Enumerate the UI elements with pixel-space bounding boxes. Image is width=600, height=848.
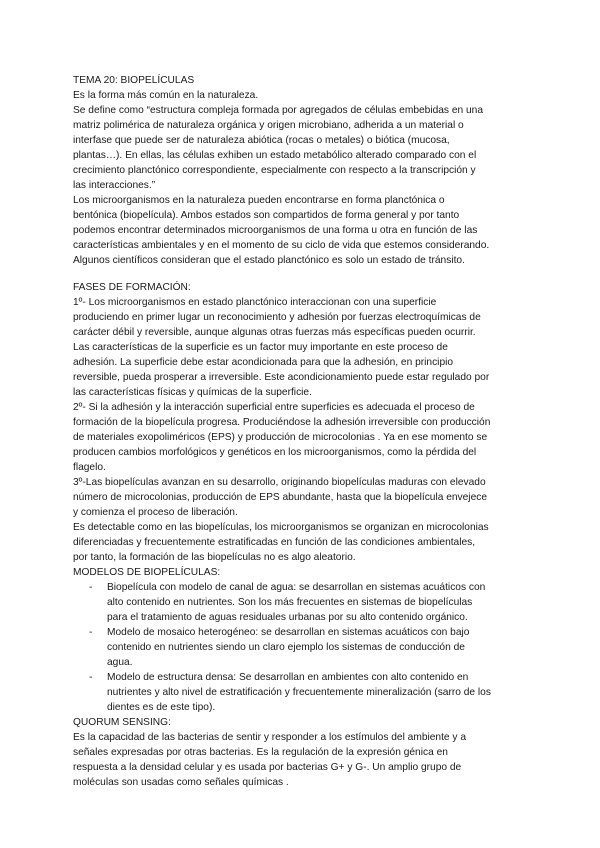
list-item-line: para el tratamiento de aguas residuales urbanas por su alto contenido orgánico. — [107, 612, 468, 623]
quorum-section — [73, 715, 542, 790]
paragraph-line: carácter débil y reversible, aunque algunas otras fuerzas más específicas pueden ocurrir. — [73, 327, 476, 338]
paragraph-line: producen cambios morfológicos y genéticos en los microorganismos, como la pérdida del — [73, 447, 477, 458]
list-item — [73, 670, 542, 715]
definition-line: Se define como “estructura compleja formada por agregados de células embebidas en una — [73, 105, 484, 116]
section-heading: QUORUM SENSING: — [73, 717, 171, 728]
paragraph-gap — [73, 268, 542, 280]
paragraph-line: moléculas son usadas como señales químicas . — [73, 777, 289, 788]
paragraph-line: número de microcolonias, producción de EPS abundante, hasta que la biopelícula envejece — [73, 492, 487, 503]
list-item-line: Biopelícula con modelo de canal de agua: se desarrollan en sistemas acuáticos con — [107, 582, 486, 593]
document-title: TEMA 20: BIOPELÍCULAS — [73, 75, 195, 86]
definition-line: crecimiento planctónico correspondiente, especialmente con respecto a la transcripción y — [73, 165, 476, 176]
definition-line: plantas…). En ellas, las células exhiben un estado metabólico alterado comparado con el — [73, 150, 477, 161]
paragraph-line: Es la capacidad de las bacterias de sentir y responder a los estímulos del ambiente y a — [73, 732, 466, 743]
paragraph-line: respuesta a la densidad celular y es usada por bacterias G+ y G-. Un amplio grupo de — [73, 762, 462, 773]
paragraph-line: podemos encontrar determinados microorganismos de una forma u otra en función de las — [73, 225, 478, 236]
paragraph-line: Las características de la superficie es un factor muy importante en este proceso de — [73, 342, 448, 353]
list-item-line: agua. — [107, 657, 133, 668]
list-dash: - — [89, 627, 93, 638]
definition-line: matriz polimérica de naturaleza orgánica y origen microbiano, adherida a un material o — [73, 120, 464, 131]
paragraph-line: 3º-Las biopelículas avanzan en su desarrollo, originando biopelículas maduras con elevado — [73, 477, 486, 488]
paragraph-line: produciendo en primer lugar un reconocimiento y adhesión por fuerzas electroquímicas de — [73, 312, 481, 323]
list-item-line: dientes es de este tipo). — [107, 702, 216, 713]
paragraph-line: 2º- Si la adhesión y la interacción superficial entre superficies es adecuada el proceso de — [73, 402, 475, 413]
list-dash: - — [89, 582, 93, 593]
paragraph-line: bentónica (biopelícula). Ambos estados son compartidos de forma general y por tanto — [73, 210, 460, 221]
paragraph-line: 1º- Los microorganismos en estado planctónico interaccionan con una superficie — [73, 297, 437, 308]
paragraph-line: Algunos científicos consideran que el estado planctónico es solo un estado de tránsito. — [73, 255, 465, 266]
list-item — [73, 625, 542, 670]
paragraph-line: diferenciadas y frecuentemente estratificadas en función de las condiciones ambientales, — [73, 537, 476, 548]
section-heading: MODELOS DE BIOPELÍCULAS: — [73, 567, 221, 578]
list-item-line: Modelo de mosaico heterogéneo: se desarrollan en sistemas acuáticos con bajo — [107, 627, 470, 638]
list-dash: - — [89, 672, 93, 683]
list-item-line: alto contenido en nutrientes. Son los más frecuentes en sistemas de biopelículas — [107, 597, 473, 608]
paragraph-line: reversible, pueda prosperar a irreversible. Este acondicionamiento puede estar regulado por — [73, 372, 490, 383]
modelos-list — [73, 580, 542, 715]
paragraph-line: formación de la biopelícula progresa. Produciéndose la adhesión irreversible con producción — [73, 417, 491, 428]
fases-section — [73, 280, 542, 580]
list-item-line: Modelo de estructura densa: Se desarrollan en ambientes con alto contenido en — [107, 672, 469, 683]
section-heading: FASES DE FORMACIÓN: — [73, 282, 191, 293]
paragraph-line: características ambientales y en el momento de su ciclo de vida que estemos considerando. — [73, 240, 490, 251]
paragraph-line: por tanto, la formación de las biopelículas no es algo aleatorio. — [73, 552, 356, 563]
paragraph-line: señales expresadas por otras bacterias. Es la regulación de la expresión génica en — [73, 747, 448, 758]
paragraph-line: de materiales exopoliméricos (EPS) y producción de microcolonias . Ya en ese momento se — [73, 432, 488, 443]
paragraph-line: y comienza el proceso de liberación. — [73, 507, 238, 518]
intro-line: Es la forma más común en la naturaleza. — [73, 90, 259, 101]
list-item-line: contenido en nutrientes siendo un claro ejemplo los sistemas de conducción de — [107, 642, 465, 653]
paragraph-line: las características físicas y químicas de la superficie. — [73, 387, 312, 398]
definition-line: las interacciones.” — [73, 180, 156, 191]
paragraph-line: Es detectable como en las biopelículas, los microorganismos se organizan en microcolonias — [73, 522, 489, 533]
paragraph-line: adhesión. La superficie debe estar acondicionada para que la adhesión, en principio — [73, 357, 454, 368]
paragraph-line: flagelo. — [73, 462, 106, 473]
intro-section — [73, 73, 542, 268]
definition-line: interfase que puede ser de naturaleza abiótica (rocas o metales) o biótica (mucosa, — [73, 135, 450, 146]
list-item-line: nutrientes y alto nivel de estratificación y frecuentemente mineralización (sarro de los — [107, 687, 491, 698]
paragraph-line: Los microorganismos en la naturaleza pueden encontrarse en forma planctónica o — [73, 195, 445, 206]
list-item — [73, 580, 542, 625]
